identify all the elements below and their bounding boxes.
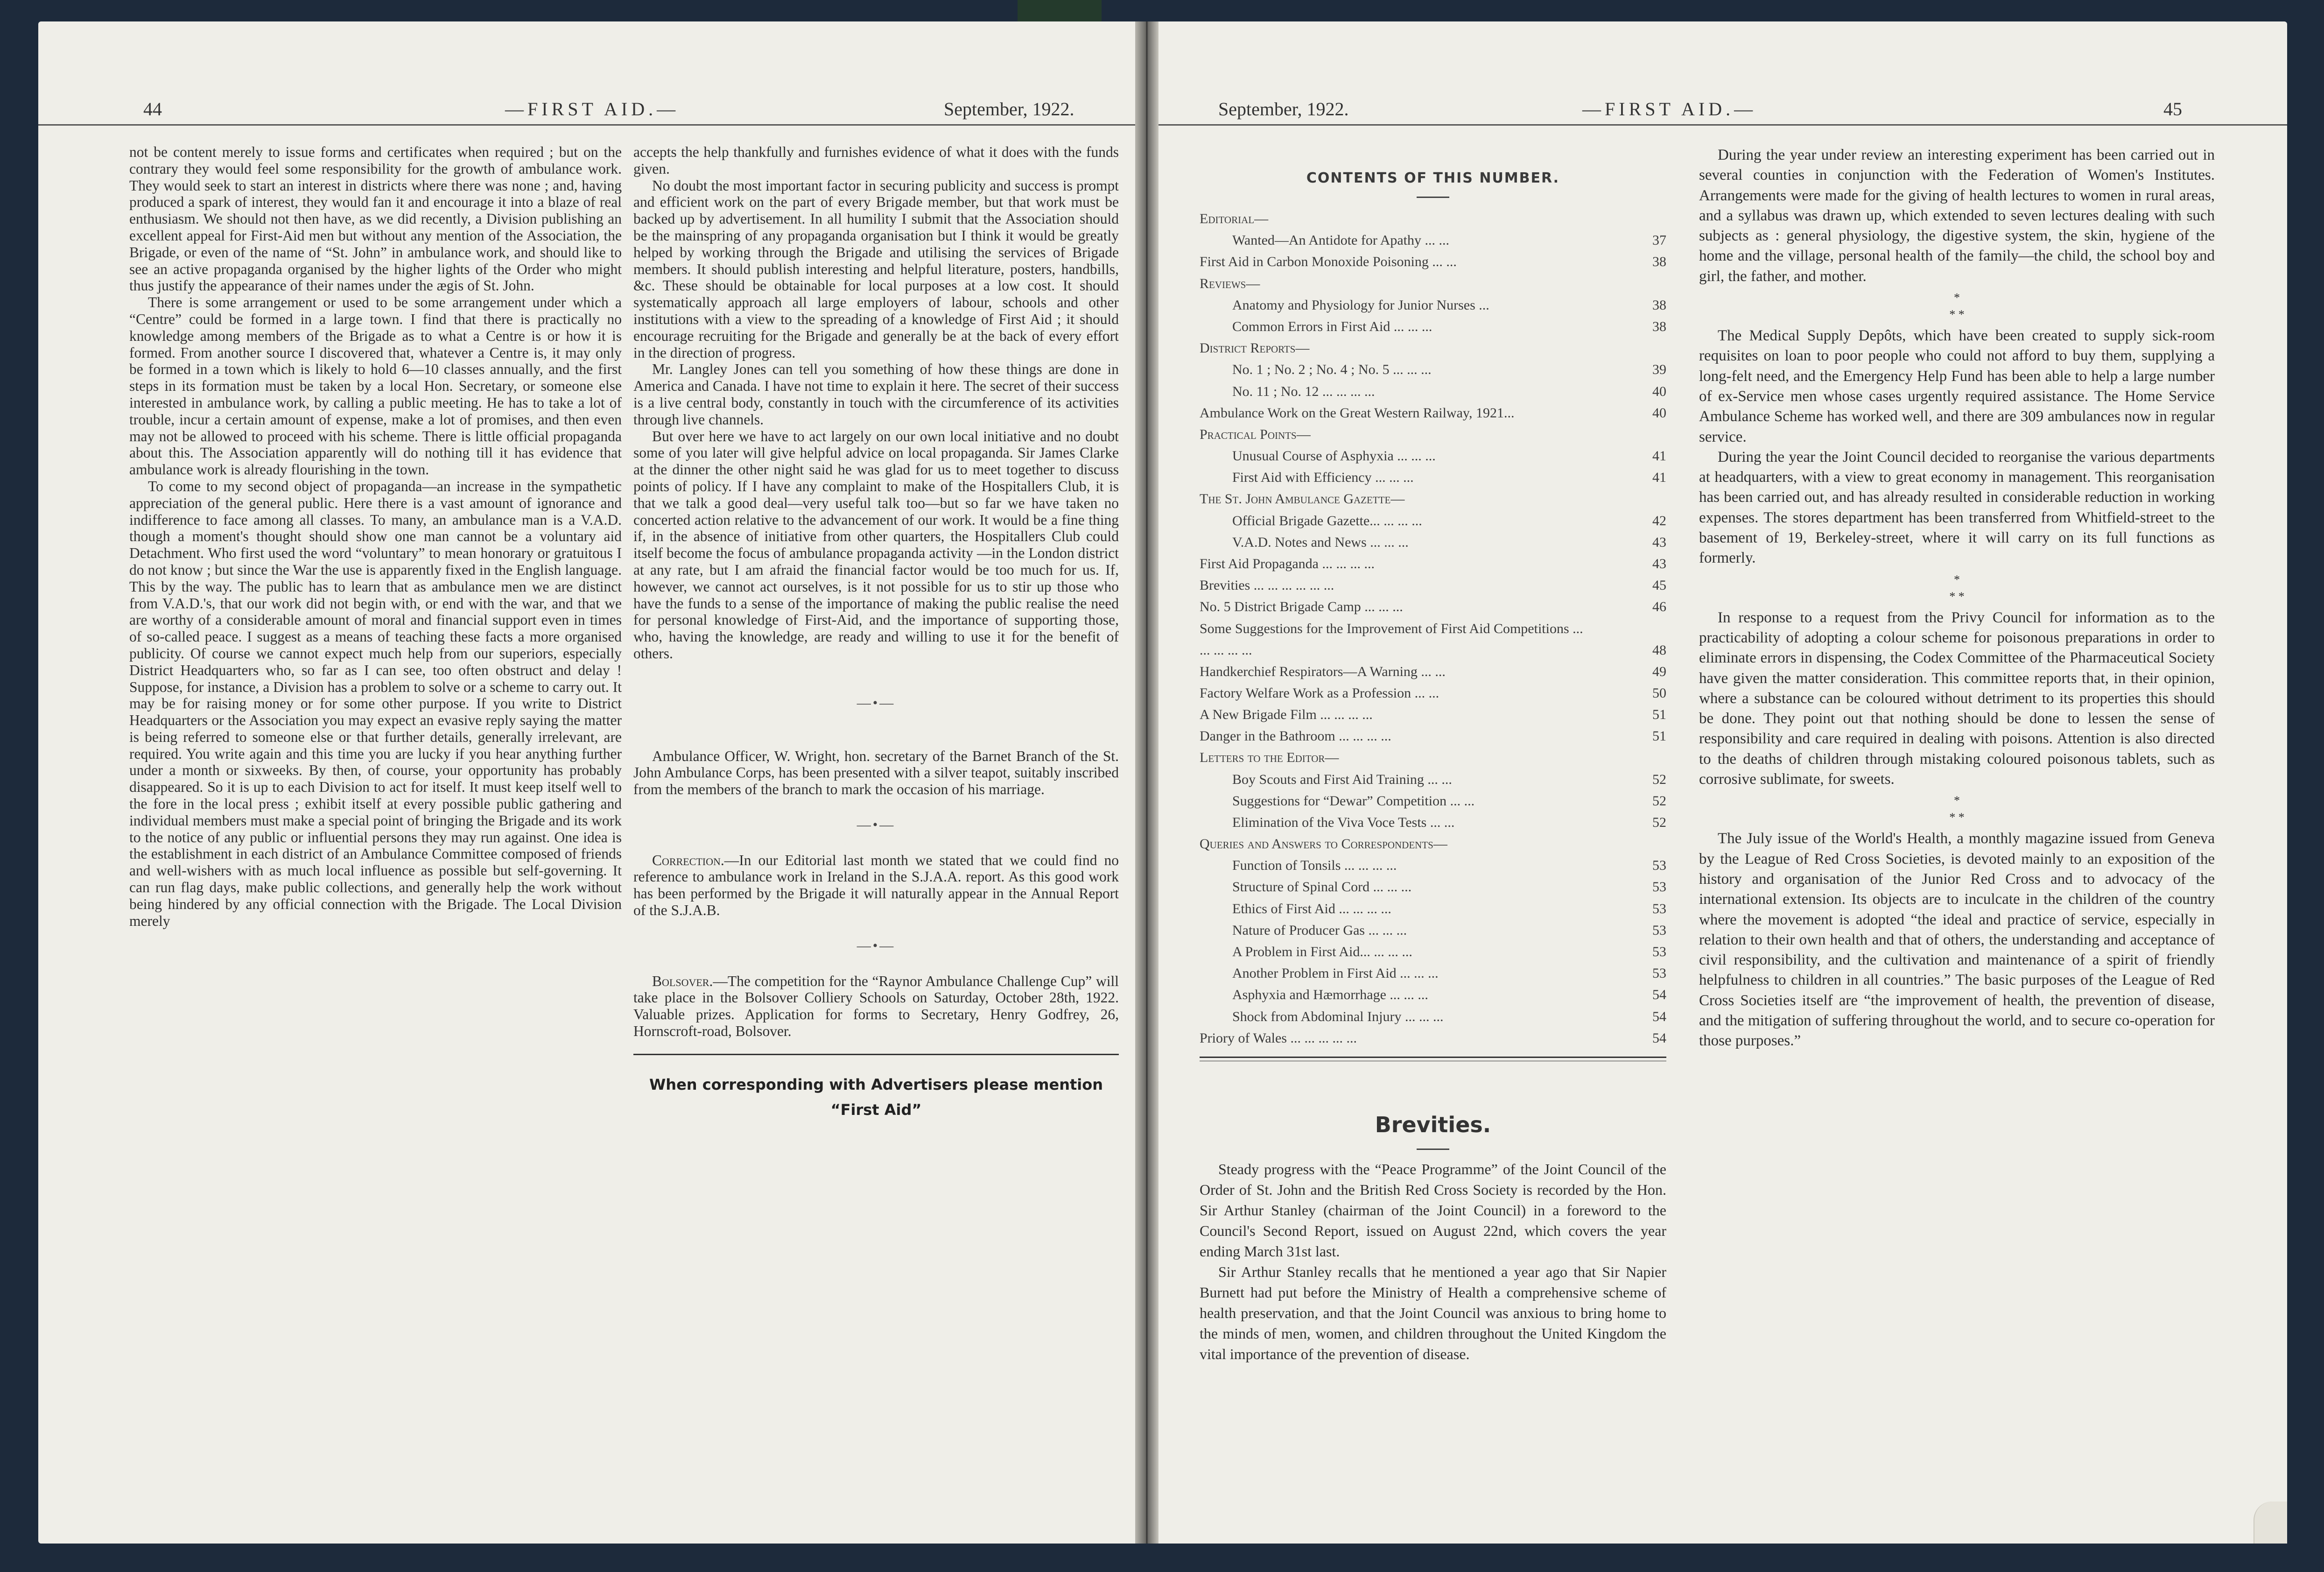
contents-entry-page: 42 <box>1652 513 1666 529</box>
contents-entry-title: First Aid in Carbon Monoxide Poisoning ... ... <box>1200 254 1457 270</box>
advertiser-notice: When corresponding with Advertisers please mention “First Aid” <box>649 1075 1103 1119</box>
paragraph: Sir Arthur Stanley recalls that he mentioned a year ago that Sir Napier Burnett had put before the Ministry of Health a comprehensive scheme of health preservation, and that the Joint Council was anxious to bring home to the minds of men, women, and children throughout the United Kingdom the vital importance of the prevention of disease. <box>1200 1263 1666 1362</box>
bookmark-ribbon <box>1018 0 1102 23</box>
contents-entry <box>1200 833 1666 855</box>
contents-entry-page: 53 <box>1652 944 1666 959</box>
contents-entry <box>1200 381 1666 402</box>
contents-entry-page: 52 <box>1652 793 1666 809</box>
divider <box>1417 1149 1449 1150</box>
contents-entry-page: 41 <box>1652 470 1666 486</box>
contents-entry <box>1200 920 1666 941</box>
contents-entry-page: 43 <box>1652 534 1666 550</box>
issue-date: September, 1922. <box>1218 99 1349 120</box>
paragraph: In response to a request from the Privy Council for information as to the practicability of adopting a colour scheme for poisonous preparations in order to eliminate errors in dispensing, the Codex Committee of the Pharmaceutical Society have given the matter consideration. This committee reports that, in their opinion, where a substance can be coloured without detriment to its properties this should be done. They point out that nothing should be done to lessen the sense of responsibility and care required in dealing with poisons. Attention is also directed to the deaths of children through mistaking coloured poisonous tablets, such as corrosive sublimate, for sweets. <box>1699 609 2215 788</box>
news-item-correction: Correction.—In our Editorial last month we stated that we could find no reference to ambulance work in Ireland in the S.J.A.A. report. As this good work has been performed by the Brigade it will naturally appear in the Annual Report of the S.J.A.B. <box>633 852 1119 919</box>
contents-entry-title: Suggestions for “Dewar” Competition ... ... <box>1232 793 1475 809</box>
asterism: * * * <box>1949 291 1965 322</box>
paragraph: accepts the help thankfully and furnishes evidence of what it does with the funds given. <box>633 144 1119 177</box>
contents-entry-page: 54 <box>1652 987 1666 1003</box>
contents-entry-title: Handkerchief Respirators—A Warning ... ... <box>1200 663 1446 679</box>
contents-entry <box>1200 704 1666 726</box>
paragraph: No doubt the most important factor in securing publicity and success is prompt and efficient work on the part of every Brigade member, but that work must be backed up by advertisement. In all humility I submit that the Association should be the mainspring of any propaganda organisation but I think it would be greatly helped by working through the Brigade and utilising the services of Brigade members. It should publish interesting and helpful literature, posters, handbills, &c. These should be obtainable for local purposes at a low cost. It should systematically approach all large employers of labour, schools and other institutions with a view to the spreading of a knowledge of First Aid ; it should encourage recruiting for the Brigade and generally be at the back of every effort in the direction of progress. <box>633 177 1119 361</box>
paragraph: Steady progress with the “Peace Programme” of the Joint Council of the Order of St. John and the British Red Cross Society is recorded by the Hon. Sir Arthur Stanley (chairman of the Joint Council) in a foreword to the Council's Second Report, issued on August 22nd, which covers the year ending March 31st last. <box>1200 1161 1666 1260</box>
contents-entry-title: Function of Tonsils ... ... ... ... <box>1232 858 1397 874</box>
contents-entry-title: Editorial— <box>1200 211 1269 226</box>
book-gutter <box>1135 21 1158 1544</box>
contents-entry-title: Ethics of First Aid ... ... ... ... <box>1232 901 1391 916</box>
bolsover-label: Bolsover. <box>652 973 713 989</box>
paragraph: Mr. Langley Jones can tell you something of how these things are done in America and Canada. I have not time to explain it here. The secret of their success is a live central body, constantly in touch with the circumference of its activities through live channels. <box>633 361 1119 428</box>
issue-date: September, 1922. <box>944 99 1074 120</box>
contents-entry <box>1200 1006 1666 1028</box>
separator-ornament: —•— <box>857 938 896 953</box>
contents-entry <box>1200 575 1666 596</box>
contents-entry-page: 39 <box>1652 362 1666 378</box>
contents-entry-title: Letters to the Editor— <box>1200 750 1339 766</box>
contents-entry <box>1200 208 1666 230</box>
contents-entry <box>1200 963 1666 984</box>
contents-entry <box>1200 769 1666 790</box>
contents-entry-title: First Aid Propaganda ... ... ... ... <box>1200 556 1375 571</box>
asterism: * * * <box>1949 572 1965 603</box>
contents-entry <box>1200 359 1666 381</box>
contents-entry <box>1200 273 1666 295</box>
contents-entry <box>1200 402 1666 424</box>
contents-entry <box>1200 251 1666 273</box>
contents-entry-page: 52 <box>1652 814 1666 830</box>
contents-entry-page: 54 <box>1652 1030 1666 1046</box>
separator-ornament: —•— <box>857 695 896 711</box>
contents-entry-page: 43 <box>1652 556 1666 571</box>
paragraph: The July issue of the World's Health, a monthly magazine issued from Geneva by the League of Red Cross Societies, is devoted mainly to an exposition of the history and organisation of the Junior Red Cross and to advocacy of the international extension. Its objects are to inculcate in the children of the country where the movement is adopted “the ideal and practice of service, especially in relation to their own health and that of others, the understanding and acceptance of civil responsibility, and the cultivation and maintenance of a spirit of friendly helpfulness to children in all countries.” The basic purposes of the League of Red Cross Societies itself are “the improvement of health, the prevention of disease, and the mitigation of suffering throughout the world, and to secure co-operation for those purposes.” <box>1699 830 2215 1050</box>
contents-entry-title: Common Errors in First Aid ... ... ... <box>1232 318 1432 334</box>
contents-entry-title: Boy Scouts and First Aid Training ... ... <box>1232 771 1452 787</box>
contents-entry-title: Queries and Answers to Correspondents— <box>1200 836 1447 852</box>
contents-entry <box>1200 812 1666 833</box>
contents-entry-title: Wanted—An Antidote for Apathy ... ... <box>1232 233 1450 248</box>
contents-entry <box>1200 1028 1666 1049</box>
contents-entry <box>1200 596 1666 618</box>
contents-entry <box>1200 553 1666 575</box>
contents-entry-title: Ambulance Work on the Great Western Railway, 1921... <box>1200 405 1515 421</box>
contents-entry-page: 38 <box>1652 318 1666 334</box>
contents-entry-title: No. 5 District Brigade Camp ... ... ... <box>1200 599 1403 615</box>
article-column-2 <box>633 144 1119 1122</box>
contents-entry-title: No. 1 ; No. 2 ; No. 4 ; No. 5 ... ... ... <box>1232 362 1432 378</box>
contents-entry <box>1200 510 1666 532</box>
contents-entry <box>1200 855 1666 876</box>
contents-entry-title: Reviews— <box>1200 275 1260 291</box>
contents-entry-page: 53 <box>1652 858 1666 874</box>
paragraph: The Medical Supply Depôts, which have been created to supply sick-room requisites on loan to poor people who could not afford to buy them, supplying a long-felt need, and the Emergency Help Fund has been able to help a large number of ex-Service men whose cases urgently required assistance. The Home Service Ambulance Scheme has worked well, and there are 309 ambulances now in regular service. <box>1699 327 2215 445</box>
brevities-column-1 <box>1200 1159 1666 1364</box>
brevities-column-2 <box>1699 145 2215 1051</box>
contents-entry <box>1200 898 1666 920</box>
contents-entry <box>1200 941 1666 963</box>
contents-entry-page: 51 <box>1652 706 1666 722</box>
running-title: —FIRST AID.— <box>505 99 680 120</box>
contents-entry-title: V.A.D. Notes and News ... ... ... <box>1232 534 1409 550</box>
contents-entry-page: 50 <box>1652 685 1666 701</box>
contents-entry-page: 53 <box>1652 922 1666 938</box>
contents-entry-title: Nature of Producer Gas ... ... ... <box>1232 922 1407 938</box>
paragraph: There is some arrangement or used to be some arrangement under which a “Centre” could be formed in a large town. I find that there is practically no knowledge among members of the Brigade as to what a Centre is or how it is formed. From another source I discovered that, whatever a Centre is, it may only be formed in a town which is likely to hold 6—10 classes annually, and the first steps in its formation must be taken by a local Hon. Secretary, or someone else interested in ambulance work, by calling a public meeting. He has to take a lot of trouble, incur a certain amount of expense, make a lot of promises, and then even may not be allowed to proceed with his scheme. There is little official propaganda about this. The Association apparently will do nothing till it has evidence that ambulance work is already flourishing in the town. <box>129 294 622 478</box>
contents-entry <box>1200 424 1666 445</box>
page-number: 44 <box>143 99 162 120</box>
paragraph: not be content merely to issue forms and certificates when required ; but on the contrary they would feel some responsibility for the growth of ambulance work. They would seek to start an interest in districts where there was none ; and, having produced a spark of interest, they would fan it and encourage it into a blaze of real enthusiasm. We should not then have, as we did recently, a Division publishing an excellent appeal for First-Aid men but without any mention of the Association, the Brigade, or even of the name of “St. John” in ambulance work, and should like to see an active propaganda organised by the higher lights of the Order who might thus justify the appearance of their names under the ægis of St. John. <box>129 144 622 294</box>
contents-entry <box>1200 984 1666 1006</box>
contents-entry-title: Elimination of the Viva Voce Tests ... ... <box>1232 814 1455 830</box>
brevities-heading: Brevities. <box>1375 1112 1491 1137</box>
contents-entry <box>1200 316 1666 338</box>
article-column-1 <box>129 144 622 929</box>
contents-entry-page: 37 <box>1652 233 1666 248</box>
contents-entry-title: Priory of Wales ... ... ... ... ... <box>1200 1030 1357 1046</box>
paragraph: During the year under review an interesting experiment has been carried out in several counties in conjunction with the Federation of Women's Institutes. Arrangements were made for the giving of health lectures to women in rural areas, and a syllabus was drawn up, which extended to seven lectures dealing with such subjects as : general physiology, the digestive system, the skin, hygiene of the home and the village, personal health of the family—the child, the school boy and girl, the father, and mother. <box>1699 147 2215 285</box>
divider <box>633 1054 1119 1055</box>
contents-entry-page: 48 <box>1652 642 1666 658</box>
divider <box>1417 197 1449 198</box>
contents-entry-page: 41 <box>1652 448 1666 464</box>
contents-entry-page: 49 <box>1652 663 1666 679</box>
contents-entry <box>1200 876 1666 898</box>
contents-entry <box>1200 790 1666 812</box>
contents-entry-title: First Aid with Efficiency ... ... ... <box>1232 470 1414 486</box>
contents-entry-title: Asphyxia and Hæmorrhage ... ... ... <box>1232 987 1428 1003</box>
right-page <box>1148 21 2287 1544</box>
contents-entry-title: A New Brigade Film ... ... ... ... <box>1200 706 1373 722</box>
contents-entry-page: 40 <box>1652 405 1666 421</box>
contents-entry-page: 40 <box>1652 383 1666 399</box>
separator-ornament: —•— <box>857 817 896 832</box>
contents-entry <box>1200 661 1666 683</box>
news-item-bolsover: Bolsover.—The competition for the “Raynor Ambulance Challenge Cup” will take place in the Bolsover Colliery Schools on Saturday, October 28th, 1922. Valuable prizes. Application for forms to Secretary, Henry Godfrey, 26, Hornscroft-road, Bolsover. <box>633 973 1119 1040</box>
paragraph: But over here we have to act largely on our own local initiative and no doubt some of you later will give helpful advice on local propaganda. Sir James Clarke at the dinner the other night said he was glad for us to meet together to discuss points of policy. If I have any complaint to make of the Hospitallers Club, it is that we talk a good deal—very useful talk too—but so far we have taken no concerted action relative to the advancement of our work. It would be a fine thing if, in the absence of initiative from other quarters, the Hospitallers Club could itself become the focus of ambulance propaganda activity —in the London district at any rate, but I am afraid the financial factor would be too much for us. If, however, we cannot act ourselves, is it not possible for us to stir up those who have the funds to a sense of the importance of making the public realise the need for personal knowledge of First-Aid, and the importance of supporting those, who, having the knowledge, are ready and willing to use it for the benefit of others. <box>633 428 1119 662</box>
contents-entry <box>1200 295 1666 316</box>
contents-entry-title: Official Brigade Gazette... ... ... ... <box>1232 513 1422 529</box>
left-page-header <box>38 92 1144 126</box>
contents-entry-title: No. 11 ; No. 12 ... ... ... ... <box>1232 383 1375 399</box>
contents-entry-page: 46 <box>1652 599 1666 615</box>
contents-entry-title: Danger in the Bathroom ... ... ... ... <box>1200 728 1391 744</box>
contents-entry-title: Brevities ... ... ... ... ... ... <box>1200 578 1334 593</box>
contents-entry-title: Anatomy and Physiology for Junior Nurses ... <box>1232 297 1489 313</box>
divider <box>1200 1057 1666 1061</box>
contents-entry-title: The St. John Ambulance Gazette— <box>1200 491 1405 507</box>
table-of-contents <box>1200 144 1666 1061</box>
contents-entry-title: Practical Points— <box>1200 426 1311 442</box>
contents-list <box>1200 208 1666 1049</box>
contents-entry-title: Some Suggestions for the Improvement of First Aid Competitions ... ... ... ... ... <box>1200 620 1583 658</box>
contents-entry-page: 53 <box>1652 879 1666 895</box>
paragraph: To come to my second object of propaganda—an increase in the sympathetic appreciation of the general public. Here there is a vast amount of ignorance and indifference to face among all classes. To many, an ambulance man is a V.A.D. though a moment's thought should show one man cannot be a voluntary aid Detachment. Who first used the word “voluntary” to mean honorary or gratuitous I do not know ; but since the War the use is apparently fixed in the English language. This by the way. The public has to learn that as ambulance men we are distinct from V.A.D.'s, that our work did not begin with, or end with the war, and that we are worthy of a considerable amount of moral and financial support even in times of so-called peace. I suggest as a means of teaching these facts a more organised publicity. Of course we cannot expect much help from our superiors, especially District Headquarters who, so far as I can see, too often obstruct and delay ! Suppose, for instance, a Division has a problem to solve or a scheme to carry out. It may be for raising money or for some other purpose. If you write to District Headquarters or the Association you may expect an evasive reply saying the matter is being referred to someone else or that further details, generally irrelevant, are required. You write again and this time you are lucky if you hear anything further under a month or sixweeks. By then, of course, your opportunity has probably disappeared. So it is up to each Division to act for itself. It must keep itself well to the fore in the local press ; exhibit itself at every possible public gathering and individual members must make a special point of bringing the Brigade and its work to the notice of any public or influential persons they may run against. One idea is the establishment in each district of an Ambulance Committee composed of friends and well-wishers with as much local influence as possible but self-governing. It can run flag days, make public collections, and generally help the work without being hindered by any official connection with the Brigade. The Local Division merely <box>129 478 622 929</box>
paragraph: During the year the Joint Council decided to reorganise the various departments at headquarters, with a view to great economy in management. This reorganisation has been carried out, and has already resulted in considerable reduction in working expenses. The stores department has been transferred from Whitfield-street to the basement of 19, Berkeley-street, where it will carry on its full functions as formerly. <box>1699 448 2215 567</box>
asterism: * * * <box>1949 794 1965 825</box>
contents-entry <box>1200 467 1666 488</box>
contents-entry-page: 54 <box>1652 1008 1666 1024</box>
contents-entry <box>1200 726 1666 747</box>
contents-entry-title: District Reports— <box>1200 340 1310 356</box>
contents-entry-page: 53 <box>1652 966 1666 981</box>
contents-entry <box>1200 618 1666 661</box>
contents-entry <box>1200 747 1666 768</box>
contents-entry-page: 52 <box>1652 771 1666 787</box>
news-item-ambulance-officer: Ambulance Officer, W. Wright, hon. secretary of the Barnet Branch of the St. John Ambulance Corps, has been presented with a silver teapot, suitably inscribed from the members of the branch to mark the occasion of his marriage. <box>633 747 1119 798</box>
contents-entry <box>1200 488 1666 510</box>
contents-entry-title: Shock from Abdominal Injury ... ... ... <box>1232 1008 1444 1024</box>
contents-entry-page: 38 <box>1652 254 1666 270</box>
page-curl <box>2254 1502 2287 1544</box>
contents-entry-title: Unusual Course of Asphyxia ... ... ... <box>1232 448 1436 464</box>
contents-entry-page: 45 <box>1652 578 1666 593</box>
page-number: 45 <box>2163 99 2182 120</box>
contents-entry <box>1200 532 1666 553</box>
running-title: —FIRST AID.— <box>1582 99 1757 120</box>
contents-entry-page: 53 <box>1652 901 1666 916</box>
correction-label: Correction. <box>652 852 724 868</box>
contents-title: CONTENTS OF THIS NUMBER. <box>1306 170 1560 186</box>
contents-entry-title: Another Problem in First Aid ... ... ... <box>1232 966 1439 981</box>
right-page-header <box>1148 92 2287 126</box>
left-page <box>38 21 1144 1544</box>
contents-entry-title: Factory Welfare Work as a Profession ... ... <box>1200 685 1439 701</box>
contents-entry <box>1200 683 1666 704</box>
contents-entry-page: 51 <box>1652 728 1666 744</box>
contents-entry <box>1200 338 1666 359</box>
contents-entry-title: Structure of Spinal Cord ... ... ... <box>1232 879 1412 895</box>
contents-entry-title: A Problem in First Aid... ... ... ... <box>1232 944 1412 959</box>
contents-entry-page: 38 <box>1652 297 1666 313</box>
contents-entry <box>1200 230 1666 251</box>
contents-entry <box>1200 445 1666 467</box>
